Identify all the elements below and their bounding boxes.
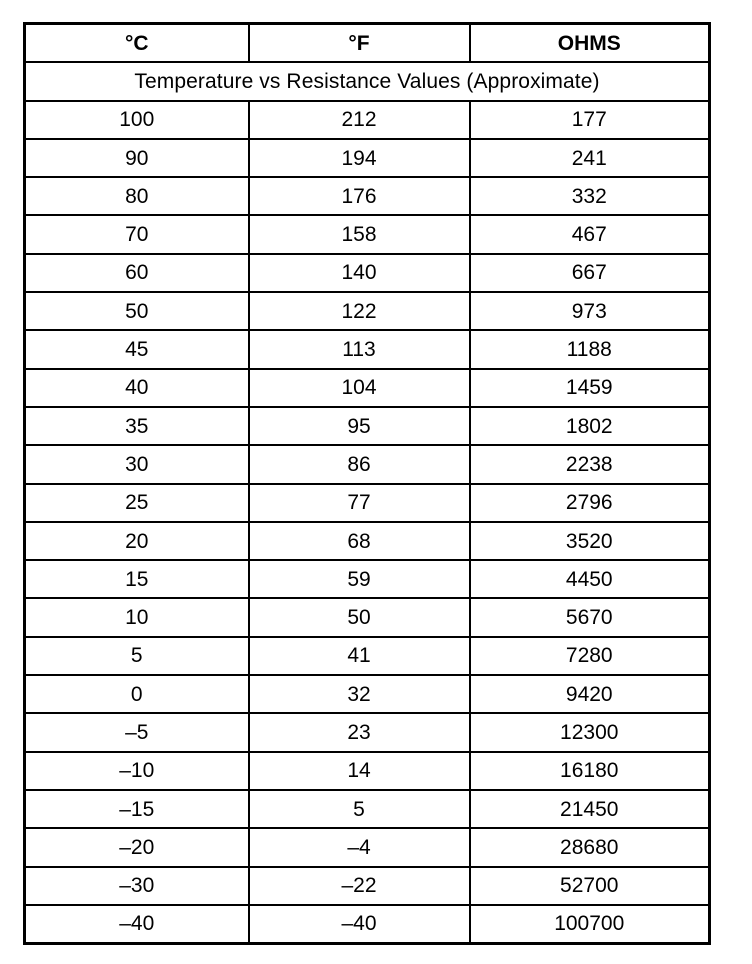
cell-fahrenheit: 59 (249, 560, 470, 598)
cell-ohms: 1802 (470, 407, 710, 445)
cell-fahrenheit: 158 (249, 215, 470, 253)
cell-fahrenheit: 14 (249, 752, 470, 790)
table-row (25, 560, 710, 598)
cell-celsius: 15 (25, 560, 249, 598)
cell-celsius: 80 (25, 177, 249, 215)
table-row (25, 675, 710, 713)
table-row (25, 215, 710, 253)
cell-ohms: 177 (470, 101, 710, 139)
cell-celsius: –20 (25, 828, 249, 866)
cell-fahrenheit: 122 (249, 292, 470, 330)
cell-fahrenheit: 5 (249, 790, 470, 828)
cell-ohms: 21450 (470, 790, 710, 828)
cell-fahrenheit: 113 (249, 330, 470, 368)
cell-ohms: 973 (470, 292, 710, 330)
cell-ohms: 1188 (470, 330, 710, 368)
table-row (25, 407, 710, 445)
cell-ohms: 52700 (470, 867, 710, 905)
cell-fahrenheit: 140 (249, 254, 470, 292)
cell-fahrenheit: 176 (249, 177, 470, 215)
table-row (25, 637, 710, 675)
cell-ohms: 16180 (470, 752, 710, 790)
cell-celsius: –5 (25, 713, 249, 751)
cell-celsius: 30 (25, 445, 249, 483)
cell-celsius: –30 (25, 867, 249, 905)
header-ohms: OHMS (470, 24, 710, 63)
table-body (25, 101, 710, 944)
table-row (25, 484, 710, 522)
cell-ohms: 1459 (470, 369, 710, 407)
cell-fahrenheit: 50 (249, 598, 470, 636)
cell-fahrenheit: 212 (249, 101, 470, 139)
table-row (25, 598, 710, 636)
table-row (25, 905, 710, 944)
cell-ohms: 7280 (470, 637, 710, 675)
cell-celsius: 10 (25, 598, 249, 636)
cell-ohms: 4450 (470, 560, 710, 598)
temperature-resistance-table (23, 22, 711, 945)
table-row (25, 254, 710, 292)
table-row (25, 713, 710, 751)
cell-fahrenheit: 194 (249, 139, 470, 177)
cell-celsius: –10 (25, 752, 249, 790)
cell-ohms: 100700 (470, 905, 710, 944)
table-row (25, 101, 710, 139)
table-row (25, 330, 710, 368)
cell-celsius: 100 (25, 101, 249, 139)
cell-fahrenheit: –22 (249, 867, 470, 905)
cell-celsius: 90 (25, 139, 249, 177)
cell-fahrenheit: 104 (249, 369, 470, 407)
cell-ohms: 28680 (470, 828, 710, 866)
cell-fahrenheit: 86 (249, 445, 470, 483)
cell-fahrenheit: 23 (249, 713, 470, 751)
cell-ohms: 2238 (470, 445, 710, 483)
cell-fahrenheit: 32 (249, 675, 470, 713)
table-row (25, 177, 710, 215)
cell-celsius: 0 (25, 675, 249, 713)
table-header (25, 24, 710, 101)
cell-celsius: 5 (25, 637, 249, 675)
cell-celsius: –40 (25, 905, 249, 944)
cell-celsius: 40 (25, 369, 249, 407)
cell-ohms: 9420 (470, 675, 710, 713)
cell-ohms: 667 (470, 254, 710, 292)
cell-celsius: 20 (25, 522, 249, 560)
table-row (25, 752, 710, 790)
caption-row (25, 62, 710, 100)
cell-fahrenheit: –40 (249, 905, 470, 944)
cell-celsius: 35 (25, 407, 249, 445)
cell-fahrenheit: 77 (249, 484, 470, 522)
cell-celsius: 60 (25, 254, 249, 292)
cell-celsius: –15 (25, 790, 249, 828)
cell-fahrenheit: 95 (249, 407, 470, 445)
cell-ohms: 241 (470, 139, 710, 177)
table-caption: Temperature vs Resistance Values (Approximate) (25, 62, 710, 100)
cell-ohms: 467 (470, 215, 710, 253)
cell-ohms: 3520 (470, 522, 710, 560)
table-row (25, 139, 710, 177)
cell-fahrenheit: 68 (249, 522, 470, 560)
header-fahrenheit: °F (249, 24, 470, 63)
cell-fahrenheit: 41 (249, 637, 470, 675)
table-row (25, 292, 710, 330)
cell-ohms: 2796 (470, 484, 710, 522)
table-row (25, 522, 710, 560)
table-row (25, 867, 710, 905)
table-row (25, 369, 710, 407)
header-row (25, 24, 710, 63)
cell-celsius: 50 (25, 292, 249, 330)
table-row (25, 790, 710, 828)
table-row (25, 445, 710, 483)
header-celsius: °C (25, 24, 249, 63)
cell-ohms: 332 (470, 177, 710, 215)
cell-celsius: 25 (25, 484, 249, 522)
temperature-resistance-table-container (23, 22, 708, 945)
cell-ohms: 5670 (470, 598, 710, 636)
cell-ohms: 12300 (470, 713, 710, 751)
cell-fahrenheit: –4 (249, 828, 470, 866)
table-row (25, 828, 710, 866)
cell-celsius: 70 (25, 215, 249, 253)
cell-celsius: 45 (25, 330, 249, 368)
